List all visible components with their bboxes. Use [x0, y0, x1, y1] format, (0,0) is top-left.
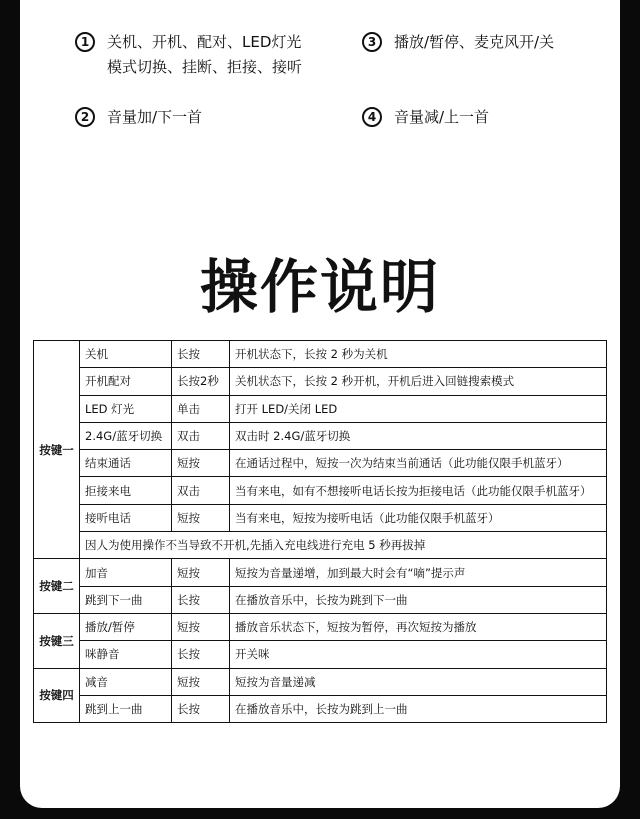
function-cell: 跳到上一曲 — [80, 695, 172, 722]
legend-text: 音量减/上一首 — [394, 108, 490, 126]
function-cell: 咪静音 — [80, 641, 172, 668]
legend-item-4 — [362, 105, 489, 130]
description-cell: 打开 LED/关闭 LED — [230, 395, 607, 422]
legend-item-3 — [362, 30, 554, 55]
table-row — [34, 504, 607, 531]
legend-item-2 — [75, 105, 202, 130]
button-group-label: 按键四 — [34, 668, 80, 723]
table-row — [34, 532, 607, 559]
description-cell: 开关咪 — [230, 641, 607, 668]
action-cell: 短按 — [172, 559, 230, 586]
function-cell: LED 灯光 — [80, 395, 172, 422]
number-circle-icon: 4 — [362, 107, 382, 127]
description-cell: 当有来电，短按为接听电话（此功能仅限手机蓝牙） — [230, 504, 607, 531]
action-cell: 长按2秒 — [172, 368, 230, 395]
table-row — [34, 668, 607, 695]
description-cell: 短按为音量递减 — [230, 668, 607, 695]
number-circle-icon: 2 — [75, 107, 95, 127]
description-cell: 在播放音乐中，长按为跳到上一曲 — [230, 695, 607, 722]
description-cell: 当有来电，如有不想接听电话长按为拒接电话（此功能仅限手机蓝牙） — [230, 477, 607, 504]
operation-table — [33, 340, 607, 723]
description-cell: 播放音乐状态下，短按为暂停，再次短按为播放 — [230, 613, 607, 640]
description-cell: 关机状态下，长按 2 秒开机，开机后进入回链搜索模式 — [230, 368, 607, 395]
table-row — [34, 395, 607, 422]
action-cell: 长按 — [172, 341, 230, 368]
button-group-label: 按键三 — [34, 613, 80, 668]
number-circle-icon: 1 — [75, 32, 95, 52]
table-row — [34, 695, 607, 722]
action-cell: 长按 — [172, 695, 230, 722]
legend-text: 音量加/下一首 — [107, 108, 203, 126]
manual-card — [20, 0, 620, 808]
legend-item-1 — [75, 30, 302, 80]
action-cell: 长按 — [172, 586, 230, 613]
table-row — [34, 341, 607, 368]
action-cell: 短按 — [172, 668, 230, 695]
table-row — [34, 559, 607, 586]
function-cell: 2.4G/蓝牙切换 — [80, 422, 172, 449]
table-row — [34, 450, 607, 477]
description-cell: 短按为音量递增，加到最大时会有“嘀”提示声 — [230, 559, 607, 586]
description-cell: 在通话过程中，短按一次为结束当前通话（此功能仅限手机蓝牙） — [230, 450, 607, 477]
table-row — [34, 641, 607, 668]
note-cell: 因人为使用操作不当导致不开机,先插入充电线进行充电 5 秒再拔掉 — [80, 532, 607, 559]
legend-text: 播放/暂停、麦克风开/关 — [394, 33, 555, 51]
action-cell: 短按 — [172, 504, 230, 531]
function-cell: 结束通话 — [80, 450, 172, 477]
button-group-label: 按键一 — [34, 341, 80, 559]
action-cell: 长按 — [172, 641, 230, 668]
function-cell: 加音 — [80, 559, 172, 586]
table-row — [34, 586, 607, 613]
button-group-label: 按键二 — [34, 559, 80, 614]
description-cell: 开机状态下，长按 2 秒为关机 — [230, 341, 607, 368]
legend-text: 关机、开机、配对、LED灯光 — [107, 33, 302, 51]
page-title: 操作说明 — [199, 253, 440, 321]
function-cell: 开机配对 — [80, 368, 172, 395]
number-circle-icon: 3 — [362, 32, 382, 52]
legend-text: 模式切换、挂断、拒接、接听 — [107, 58, 303, 76]
table-row — [34, 422, 607, 449]
function-cell: 接听电话 — [80, 504, 172, 531]
table-row — [34, 368, 607, 395]
action-cell: 双击 — [172, 422, 230, 449]
action-cell: 短按 — [172, 450, 230, 477]
action-cell: 双击 — [172, 477, 230, 504]
function-cell: 拒接来电 — [80, 477, 172, 504]
function-cell: 播放/暂停 — [80, 613, 172, 640]
function-cell: 跳到下一曲 — [80, 586, 172, 613]
description-cell: 双击时 2.4G/蓝牙切换 — [230, 422, 607, 449]
action-cell: 短按 — [172, 613, 230, 640]
table-row — [34, 613, 607, 640]
function-cell: 关机 — [80, 341, 172, 368]
function-cell: 减音 — [80, 668, 172, 695]
description-cell: 在播放音乐中，长按为跳到下一曲 — [230, 586, 607, 613]
table-row — [34, 477, 607, 504]
action-cell: 单击 — [172, 395, 230, 422]
